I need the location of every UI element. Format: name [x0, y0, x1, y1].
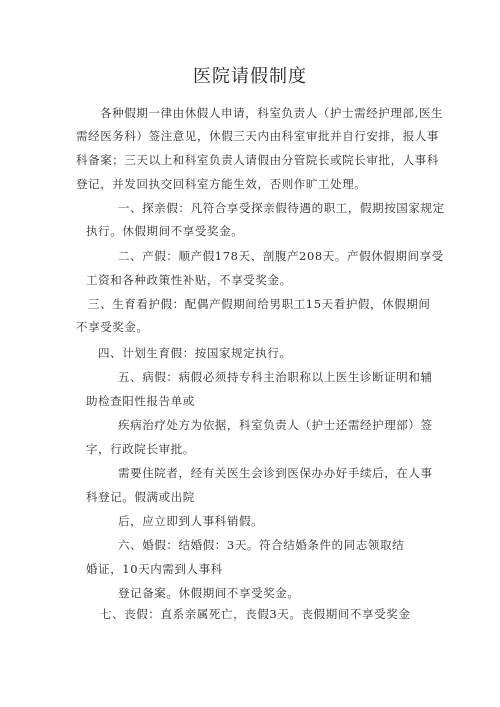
paragraph-line: 二、产假：顺产假178天、剖腹产208天。产假休假期间享受: [118, 249, 444, 263]
paragraph-line: 七、丧假：直系亲属死亡，丧假3天。丧假期间不享受奖金: [100, 607, 411, 621]
paragraph-line: 登记备案。休假期间不享受奖金。: [118, 586, 300, 600]
paragraph-line: 疾病治疗处方为依据，科室负责人（护士还需经护理部）签: [118, 418, 433, 432]
paragraph-line: 后，应立即到人事科销假。: [118, 514, 264, 528]
paragraph-line: 需经医务科）签注意见，休假三天内由科室审批并自行安排，报人事: [76, 129, 439, 143]
paragraph-line: 助检查阳性报告单或: [86, 394, 195, 408]
paragraph-line: 工资和各种政策性补贴，不享受奖金。: [86, 273, 292, 287]
paragraph-line: 四、计划生育假：按国家规定执行。: [98, 346, 292, 360]
paragraph-line: 科备案；三天以上和科室负责人请假由分管院长或院长审批，人事科: [76, 153, 439, 167]
paragraph-line: 不享受奖金。: [76, 320, 149, 334]
paragraph-line: 五、病假：病假必须持专科主治职称以上医生诊断证明和辅: [118, 370, 433, 384]
paragraph-line: 各种假期一律由休假人申请，科室负责人（护士需经护理部,医生: [100, 106, 444, 120]
paragraph-line: 科登记。假满或出院: [86, 490, 195, 504]
paragraph-line: 字，行政院长审批。: [86, 442, 195, 456]
paragraph-line: 一、探亲假：凡符合享受探亲假待遇的职工，假期按国家规定: [118, 201, 445, 215]
paragraph-line: 登记，并发回执交回科室方能生效，否则作旷工处理。: [76, 177, 367, 191]
paragraph-line: 六、婚假：结婚假：3天。符合结婚条件的同志领取结: [118, 538, 405, 552]
paragraph-line: 婚证，10天内需到人事科: [86, 562, 223, 576]
document-title: 医院请假制度: [193, 66, 307, 87]
paragraph-line: 三、生育看护假：配偶产假期间给男职工15天看护假，休假期间: [88, 297, 431, 311]
paragraph-line: 需要住院者，经有关医生会诊到医保办办好手续后，在人事: [118, 466, 433, 480]
paragraph-line: 执行。休假期间不享受奖金。: [86, 224, 244, 238]
